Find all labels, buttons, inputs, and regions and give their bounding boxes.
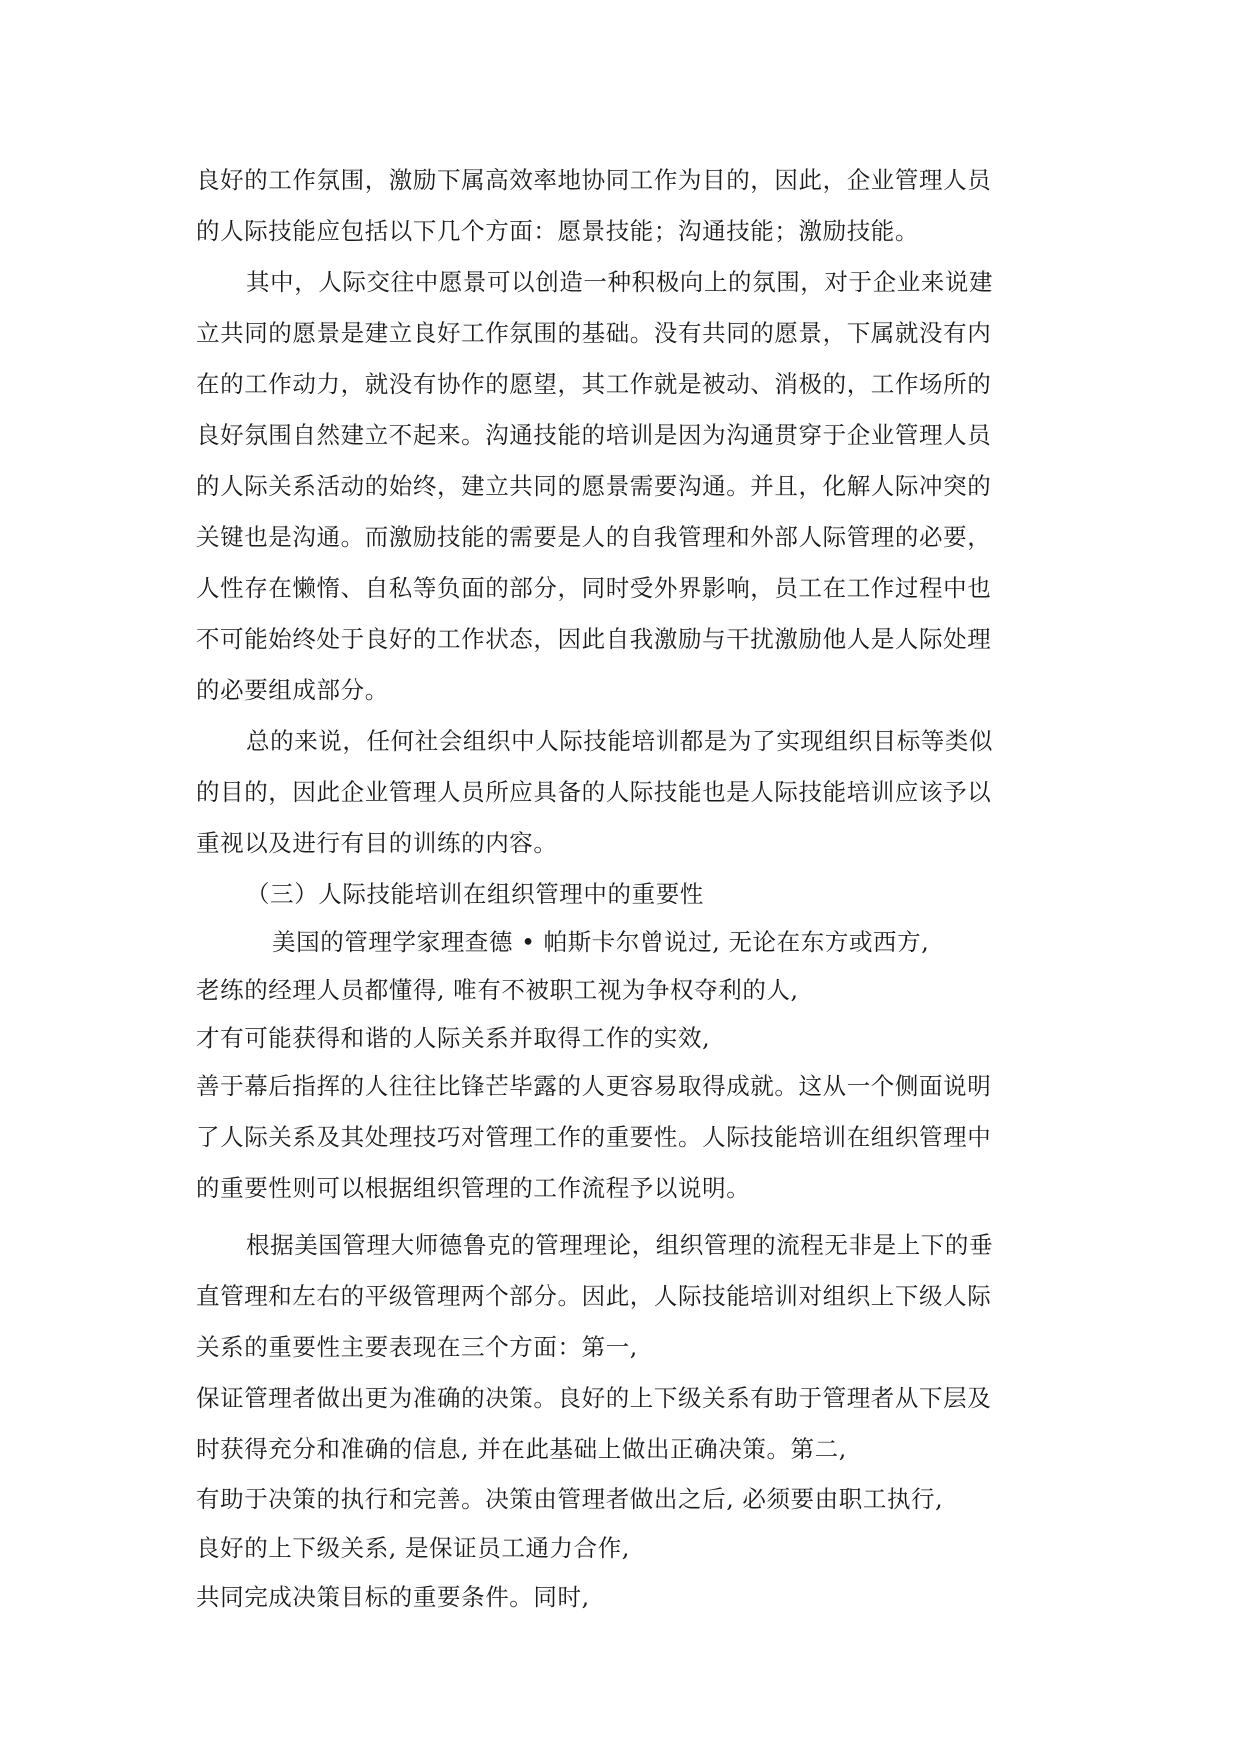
text-line: 善于幕后指挥的人往往比锋芒毕露的人更容易取得成就。这从一个侧面说明 — [196, 1072, 992, 1100]
text-line: 美国的管理学家理查德 • 帕斯卡尔曾说过, 无论在东方或西方, — [272, 928, 930, 956]
text-line: 关系的重要性主要表现在三个方面：第一, — [196, 1333, 638, 1361]
text-line: 老练的经理人员都懂得, 唯有不被职工视为争权夺利的人, — [196, 976, 799, 1004]
text-line: 关键也是沟通。而激励技能的需要是人的自我管理和外部人际管理的必要， — [196, 523, 992, 551]
text-line: 良好的工作氛围，激励下属高效率地协同工作为目的，因此，企业管理人员 — [196, 166, 992, 194]
text-line: 保证管理者做出更为准确的决策。良好的上下级关系有助于管理者从下层及 — [196, 1384, 992, 1412]
text-line: 良好氛围自然建立不起来。沟通技能的培训是因为沟通贯穿于企业管理人员 — [196, 421, 992, 449]
text-line: 的人际关系活动的始终，建立共同的愿景需要沟通。并且，化解人际冲突的 — [196, 472, 992, 500]
text-line: 了人际关系及其处理技巧对管理工作的重要性。人际技能培训在组织管理中 — [196, 1123, 992, 1151]
text-line: 直管理和左右的平级管理两个部分。因此，人际技能培训对组织上下级人际 — [196, 1282, 992, 1310]
text-line: 总的来说，任何社会组织中人际技能培训都是为了实现组织目标等类似 — [246, 727, 994, 755]
text-line: 重视以及进行有目的训练的内容。 — [196, 829, 558, 857]
text-line: 的必要组成部分。 — [196, 676, 389, 704]
text-line: 的目的，因此企业管理人员所应具备的人际技能也是人际技能培训应该予以 — [196, 778, 992, 806]
text-line: 良好的上下级关系, 是保证员工通力合作, — [196, 1534, 630, 1562]
text-line: 共同完成决策目标的重要条件。同时, — [196, 1583, 590, 1611]
text-line: 才有可能获得和谐的人际关系并取得工作的实效, — [196, 1024, 711, 1052]
text-line: 立共同的愿景是建立良好工作氛围的基础。没有共同的愿景，下属就没有内 — [196, 319, 992, 347]
text-line: 有助于决策的执行和完善。决策由管理者做出之后, 必须要由职工执行, — [196, 1485, 944, 1513]
text-line: 在的工作动力，就没有协作的愿望，其工作就是被动、消极的，工作场所的 — [196, 370, 992, 398]
text-line: 其中，人际交往中愿景可以创造一种积极向上的氛围，对于企业来说建 — [246, 268, 994, 296]
text-line: 的人际技能应包括以下几个方面：愿景技能；沟通技能；激励技能。 — [196, 217, 919, 245]
section-heading: （三）人际技能培训在组织管理中的重要性 — [246, 880, 704, 908]
text-line: 根据美国管理大师德鲁克的管理理论，组织管理的流程无非是上下的垂 — [246, 1231, 994, 1259]
text-line: 的重要性则可以根据组织管理的工作流程予以说明。 — [196, 1174, 751, 1202]
text-line: 不可能始终处于良好的工作状态，因此自我激励与干扰激励他人是人际处理 — [196, 625, 992, 653]
text-line: 时获得充分和准确的信息, 并在此基础上做出正确决策。第二, — [196, 1435, 847, 1463]
text-line: 人性存在懒惰、自私等负面的部分，同时受外界影响，员工在工作过程中也 — [196, 574, 992, 602]
